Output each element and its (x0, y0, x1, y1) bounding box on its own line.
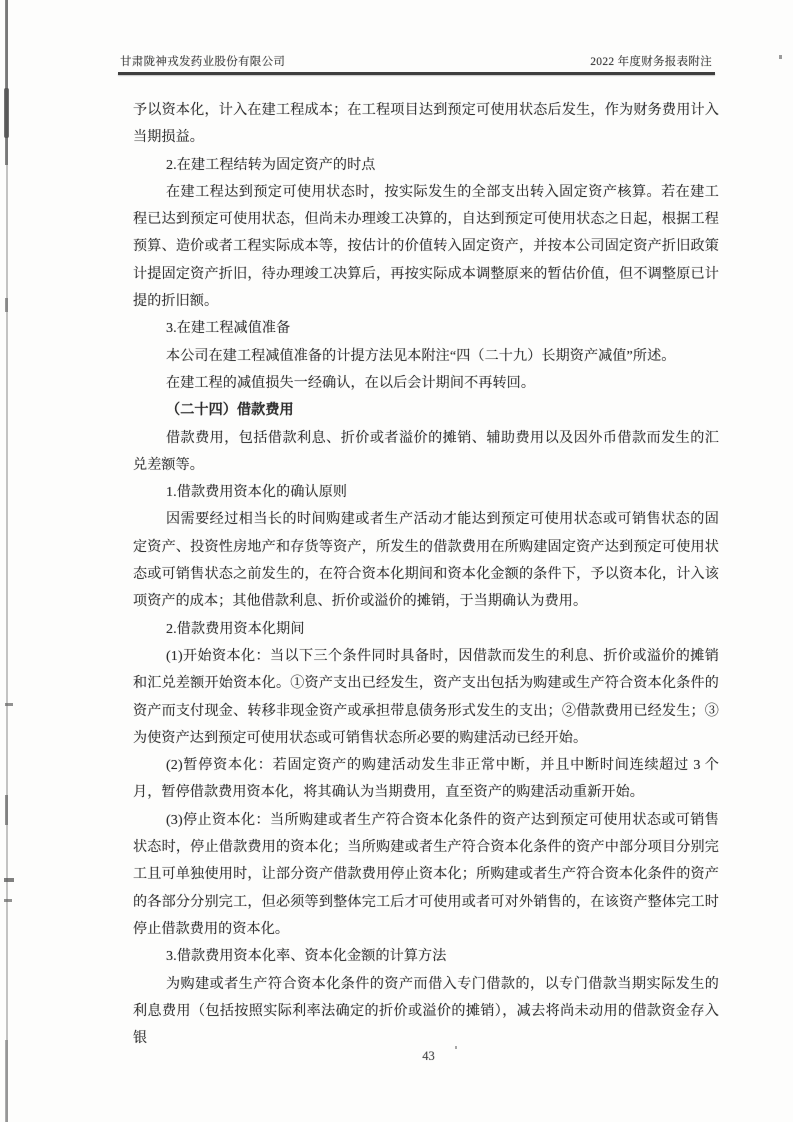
paragraph: (2)暂停资本化：若固定资产的购建活动发生非正常中断，并且中断时间连续超过 3 个月，暂停借款费用资本化，将其确认为当期费用，直至资产的购建活动重新开始。 (133, 757, 719, 801)
scan-artifact (5, 298, 8, 312)
paragraph: 3.借款费用资本化率、资本化金额的计算方法 (166, 948, 447, 965)
scan-artifact (4, 878, 14, 882)
scan-artifact (4, 88, 9, 138)
paragraph: 为购建或者生产符合资本化条件的资产而借入专门借款的，以专门借款当期实际发生的利息费用（包括按照实际利率法确定的折价或溢价的摊销），减去将尚未动用的借款资金存入银 (133, 975, 719, 1047)
paragraph: 2.借款费用资本化期间 (166, 620, 305, 637)
page-number: 43 (422, 1049, 435, 1063)
header-divider (118, 72, 715, 75)
paragraph: 在建工程达到预定可使用状态时，按实际发生的全部支出转入固定资产核算。若在建工程已达到预定可使用状态，但尚未办理竣工决算的，自达到预定可使用状态之日起，根据工程预算、造价或者工程实际成本等，按估计的价值转入固定资产，并按本公司固定资产折旧政策计提固定资产折旧，待办理竣工决算后，再按实际成本调整原来的暂估价值，但不调整原已计提的折旧额。 (133, 183, 719, 310)
scan-artifact (5, 703, 13, 706)
report-title: 2022 年度财务报表附注 (590, 56, 712, 68)
paragraph: 3.在建工程减值准备 (166, 320, 291, 337)
page-header (120, 53, 712, 69)
scan-artifact (5, 795, 8, 825)
paragraph: 予以资本化，计入在建工程成本；在工程项目达到预定可使用状态后发生，作为财务费用计入当期损益。 (133, 102, 719, 146)
section-heading: （二十四）借款费用 (166, 402, 294, 419)
scan-artifact (779, 55, 782, 59)
paragraph: 因需要经过相当长的时间购建或者生产活动才能达到预定可使用状态或可销售状态的固定资产、投资性房地产和存货等资产，所发生的借款费用在所购建固定资产达到预定可使用状态或可销售状态之前发生的，在符合资本化期间和资本化金额的条件下，予以资本化，计入该项资产的成本；其他借款利息、折价或溢价的摊销，于当期确认为费用。 (133, 511, 719, 610)
paragraph: 本公司在建工程减值准备的计提方法见本附注“四（二十九）长期资产减值”所述。 (166, 347, 676, 364)
paragraph: 1.借款费用资本化的确认原则 (166, 484, 348, 501)
paragraph: 借款费用，包括借款利息、折价或者溢价的摊销、辅助费用以及因外币借款而发生的汇兑差额等。 (133, 429, 719, 473)
paragraph: 2.在建工程结转为固定资产的时点 (166, 156, 376, 173)
scan-edge-line (6, 0, 8, 1122)
document-body (133, 97, 719, 1052)
company-name: 甘肃陇神戎发药业股份有限公司 (120, 56, 286, 68)
page-footer (0, 1049, 793, 1064)
paragraph: (1)开始资本化：当以下三个条件同时具备时，因借款而发生的利息、折价或溢价的摊销和汇兑差额开始资本化。①资产支出已经发生，资产支出包括为购建或生产符合资本化条件的资产而支付现金、转移非现金资产或承担带息债务形式发生的支出；②借款费用已经发生；③为使资产达到预定可使用状态或可销售状态所必要的购建活动已经开始。 (133, 647, 719, 746)
paragraph: 在建工程的减值损失一经确认，在以后会计期间不再转回。 (166, 374, 536, 391)
paragraph: (3)停止资本化：当所购建或者生产符合资本化条件的资产达到预定可使用状态或可销售状态时，停止借款费用的资本化；当所购建或者生产符合资本化条件的资产中部分项目分别完工且可单独使用时，让部分资产借款费用停止资本化；所购建或者生产符合资本化条件的资产的各部分分别完工，但必须等到整体完工后才可使用或者可对外销售的，在该资产整体完工时停止借款费用的资本化。 (133, 811, 719, 937)
scan-artifact (4, 899, 12, 902)
scan-artifact (5, 0, 8, 165)
